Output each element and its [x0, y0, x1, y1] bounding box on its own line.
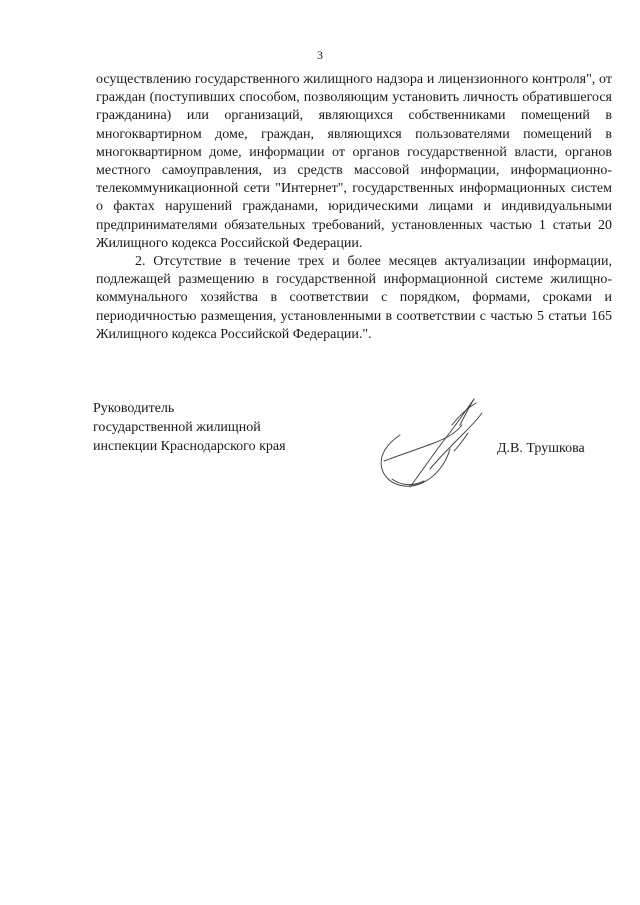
- signatory-position: [93, 399, 286, 456]
- paragraph-continuation: осуществлению государственного жилищного надзора и лицензионного контроля", от граждан (поступивших способом, позволяющим установить личность обратившегося гражданина) или организаций, являющихся собственниками помещений в многоквартирном доме, граждан, являющихся пользователями помещений в многоквартирном доме, информации от органов государственной власти, органов местного самоуправления, из средств массовой информации, информационно-телекоммуникационной сети "Интернет", государственных информационных систем о фактах нарушений гражданами, юридическими лицами и индивидуальными предпринимателями обязательных требований, установленных частью 1 статьи 20 Жилищного кодекса Российской Федерации.: [96, 72, 612, 251]
- handwritten-signature: [370, 395, 490, 505]
- position-line-2: государственной жилищной: [93, 420, 261, 435]
- position-line-3: инспекции Краснодарского края: [93, 439, 286, 454]
- signer-name: Д.В. Трушкова: [497, 441, 585, 456]
- list-item-2: 2. Отсутствие в течение трех и более месяцев актуализации информации, подлежащей размещению в государственной информационной системе жилищно-коммунального хозяйства в соответствии с порядком, формами, сроками и периодичностью размещения, установленными в соответствии с частью 5 статьи 165 Жилищного кодекса Российской Федерации.".: [96, 254, 612, 342]
- document-body: [96, 71, 612, 344]
- position-line-1: Руководитель: [93, 401, 175, 416]
- page-number: 3: [317, 48, 323, 62]
